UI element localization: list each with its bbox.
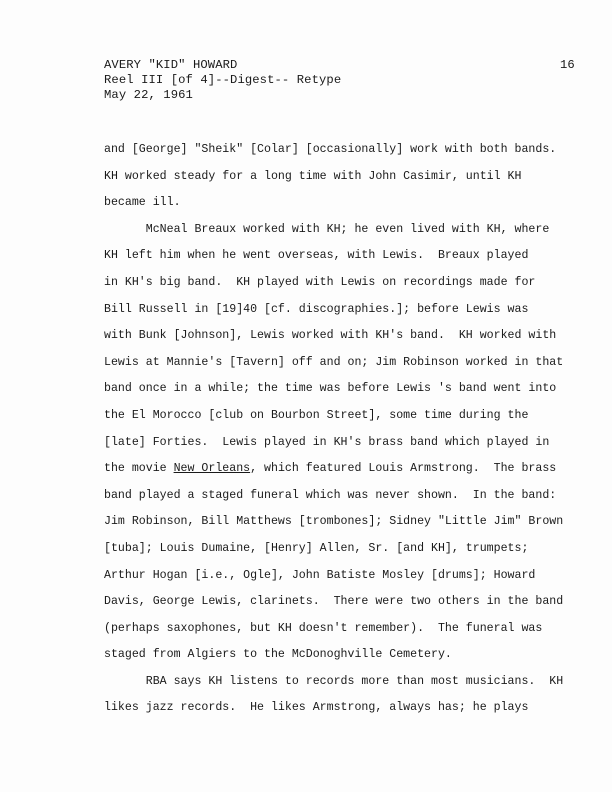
text-line: [tuba]; Louis Dumaine, [Henry] Allen, Sr. [and KH], trumpets; bbox=[104, 541, 529, 555]
movie-title: New Orleans bbox=[173, 462, 251, 476]
text-line: McNeal Breaux worked with KH; he even lived with KH, where bbox=[104, 222, 550, 236]
text-segment: the movie bbox=[104, 462, 174, 476]
text-line: RBA says KH listens to records more than most musicians. KH bbox=[104, 674, 564, 688]
text-line: KH left him when he went overseas, with Lewis. Breaux played bbox=[104, 249, 529, 263]
text-segment: , which featured Louis Armstrong. The brass bbox=[250, 462, 557, 476]
text-line: [late] Forties. Lewis played in KH's brass band which played in bbox=[104, 435, 550, 449]
reel-info: Reel III [of 4]--Digest-- Retype bbox=[104, 73, 342, 87]
text-line: KH worked steady for a long time with John Casimir, until KH bbox=[104, 169, 522, 183]
text-line: the El Morocco [club on Bourbon Street], some time during the bbox=[104, 408, 529, 422]
text-line: became ill. bbox=[104, 196, 181, 210]
text-line: with Bunk [Johnson], Lewis worked with KH's band. KH worked with bbox=[104, 329, 557, 343]
text-line: Bill Russell in [19]40 [cf. discographies.]; before Lewis was bbox=[104, 302, 529, 316]
text-line: (perhaps saxophones, but KH doesn't remember). The funeral was bbox=[104, 621, 543, 635]
text-line: Jim Robinson, Bill Matthews [trombones]; Sidney "Little Jim" Brown bbox=[104, 515, 564, 529]
text-line: band played a staged funeral which was never shown. In the band: bbox=[104, 488, 557, 502]
interviewee-name: AVERY "KID" HOWARD bbox=[104, 58, 238, 72]
interview-date: May 22, 1961 bbox=[104, 88, 193, 102]
text-line: band once in a while; the time was before Lewis 's band went into bbox=[104, 382, 557, 396]
transcript-body bbox=[104, 142, 584, 727]
page-number: 16 bbox=[560, 58, 575, 72]
text-line: Lewis at Mannie's [Tavern] off and on; Jim Robinson worked in that bbox=[104, 355, 564, 369]
page-header bbox=[104, 58, 341, 103]
text-line: Arthur Hogan [i.e., Ogle], John Batiste Mosley [drums]; Howard bbox=[104, 568, 536, 582]
text-line: likes jazz records. He likes Armstrong, always has; he plays bbox=[104, 701, 529, 715]
text-line: staged from Algiers to the McDonoghville Cemetery. bbox=[104, 648, 452, 662]
text-line: Davis, George Lewis, clarinets. There were two others in the band bbox=[104, 595, 564, 609]
movie-title-line bbox=[104, 461, 584, 488]
text-line: and [George] "Sheik" [Colar] [occasionally] work with both bands. bbox=[104, 143, 557, 156]
text-line: in KH's big band. KH played with Lewis on recordings made for bbox=[104, 275, 536, 289]
